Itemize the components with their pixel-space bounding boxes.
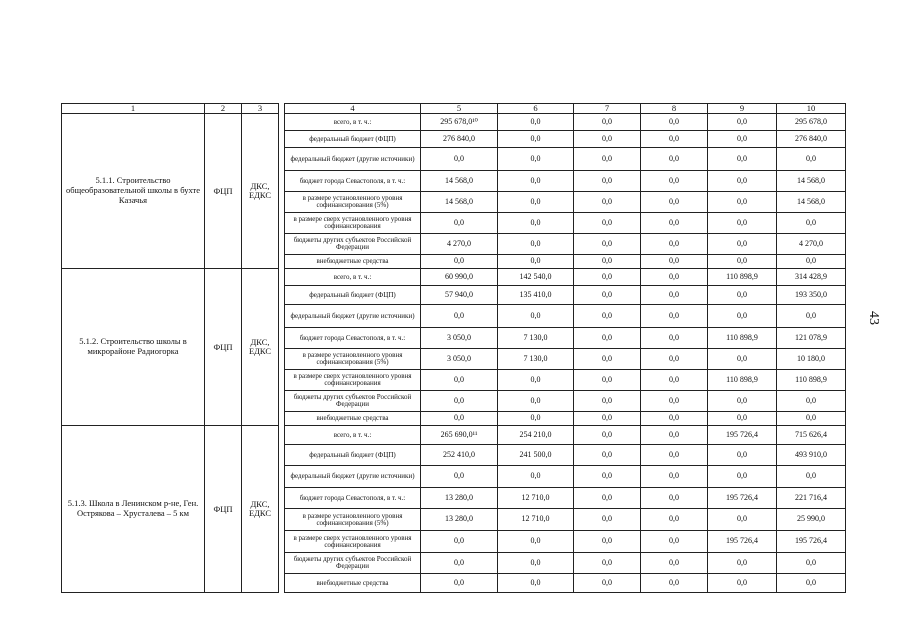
amount-cell: 0,0 bbox=[641, 286, 708, 305]
amount-cell: 25 990,0 bbox=[777, 509, 846, 531]
amount-cell: 0,0 bbox=[641, 445, 708, 466]
funding-source-cell: федеральный бюджет (ФЦП) bbox=[285, 445, 421, 466]
amount-cell: 195 726,4 bbox=[777, 531, 846, 553]
amount-cell: 0,0 bbox=[574, 305, 641, 328]
amount-cell: 57 940,0 bbox=[421, 286, 498, 305]
funding-source-cell: бюджеты других субъектов Российской Федерации bbox=[285, 553, 421, 574]
table-row bbox=[62, 269, 846, 286]
amount-cell: 4 270,0 bbox=[421, 234, 498, 255]
amount-cell: 0,0 bbox=[641, 349, 708, 370]
program-cell: ФЦП bbox=[205, 269, 242, 426]
amount-cell: 0,0 bbox=[641, 171, 708, 192]
amount-cell: 276 840,0 bbox=[421, 131, 498, 148]
amount-cell: 0,0 bbox=[708, 286, 777, 305]
amount-cell: 493 910,0 bbox=[777, 445, 846, 466]
amount-cell: 14 568,0 bbox=[777, 171, 846, 192]
amount-cell: 0,0 bbox=[421, 412, 498, 426]
funding-source-cell: всего, в т. ч.: bbox=[285, 426, 421, 445]
amount-cell: 0,0 bbox=[574, 553, 641, 574]
amount-cell: 0,0 bbox=[708, 192, 777, 213]
amount-cell: 0,0 bbox=[574, 574, 641, 593]
table-row bbox=[62, 114, 846, 131]
amount-cell: 0,0 bbox=[574, 488, 641, 509]
amount-cell: 0,0 bbox=[421, 370, 498, 391]
amount-cell: 276 840,0 bbox=[777, 131, 846, 148]
amount-cell: 0,0 bbox=[574, 412, 641, 426]
customer-cell: ДКС, ЕДКС bbox=[242, 269, 279, 426]
funding-source-cell: федеральный бюджет (ФЦП) bbox=[285, 286, 421, 305]
table-row bbox=[62, 426, 846, 445]
column-number: 4 bbox=[285, 104, 421, 114]
amount-cell: 0,0 bbox=[777, 391, 846, 412]
funding-source-cell: всего, в т. ч.: bbox=[285, 114, 421, 131]
column-number: 5 bbox=[421, 104, 498, 114]
amount-cell: 0,0 bbox=[641, 574, 708, 593]
amount-cell: 7 130,0 bbox=[498, 328, 574, 349]
amount-cell: 0,0 bbox=[708, 349, 777, 370]
amount-cell: 193 350,0 bbox=[777, 286, 846, 305]
amount-cell: 60 990,0 bbox=[421, 269, 498, 286]
amount-cell: 0,0 bbox=[641, 114, 708, 131]
amount-cell: 0,0 bbox=[498, 531, 574, 553]
amount-cell: 135 410,0 bbox=[498, 286, 574, 305]
funding-source-cell: внебюджетные средства bbox=[285, 412, 421, 426]
amount-cell: 0,0 bbox=[641, 213, 708, 234]
project-name-cell: 5.1.2. Строительство школы в микрорайоне Радиогорка bbox=[62, 269, 205, 426]
amount-cell: 0,0 bbox=[498, 391, 574, 412]
amount-cell: 0,0 bbox=[574, 426, 641, 445]
funding-source-cell: в размере сверх установленного уровня софинансирования bbox=[285, 370, 421, 391]
amount-cell: 265 690,0¹¹ bbox=[421, 426, 498, 445]
amount-cell: 0,0 bbox=[641, 488, 708, 509]
amount-cell: 0,0 bbox=[574, 509, 641, 531]
amount-cell: 0,0 bbox=[574, 391, 641, 412]
amount-cell: 0,0 bbox=[574, 171, 641, 192]
amount-cell: 0,0 bbox=[421, 574, 498, 593]
amount-cell: 0,0 bbox=[641, 466, 708, 488]
amount-cell: 0,0 bbox=[708, 509, 777, 531]
amount-cell: 0,0 bbox=[641, 426, 708, 445]
amount-cell: 195 726,4 bbox=[708, 426, 777, 445]
amount-cell: 0,0 bbox=[777, 255, 846, 269]
amount-cell: 0,0 bbox=[708, 574, 777, 593]
column-number: 6 bbox=[498, 104, 574, 114]
amount-cell: 0,0 bbox=[708, 131, 777, 148]
amount-cell: 0,0 bbox=[498, 466, 574, 488]
amount-cell: 0,0 bbox=[708, 553, 777, 574]
funding-source-cell: в размере установленного уровня софинансирования (5%) bbox=[285, 349, 421, 370]
amount-cell: 142 540,0 bbox=[498, 269, 574, 286]
amount-cell: 0,0 bbox=[641, 391, 708, 412]
customer-cell: ДКС, ЕДКС bbox=[242, 426, 279, 593]
amount-cell: 0,0 bbox=[641, 509, 708, 531]
amount-cell: 3 050,0 bbox=[421, 349, 498, 370]
amount-cell: 295 678,0 bbox=[777, 114, 846, 131]
amount-cell: 0,0 bbox=[498, 213, 574, 234]
funding-source-cell: бюджет города Севастополя, в т. ч.: bbox=[285, 171, 421, 192]
amount-cell: 0,0 bbox=[498, 114, 574, 131]
amount-cell: 110 898,9 bbox=[708, 328, 777, 349]
column-number: 1 bbox=[62, 104, 205, 114]
funding-source-cell: бюджеты других субъектов Российской Федерации bbox=[285, 234, 421, 255]
funding-table bbox=[61, 103, 846, 593]
amount-cell: 0,0 bbox=[641, 148, 708, 171]
funding-source-cell: в размере установленного уровня софинансирования (5%) bbox=[285, 509, 421, 531]
amount-cell: 0,0 bbox=[421, 391, 498, 412]
amount-cell: 0,0 bbox=[708, 234, 777, 255]
column-number: 3 bbox=[242, 104, 279, 114]
amount-cell: 13 280,0 bbox=[421, 488, 498, 509]
funding-source-cell: федеральный бюджет (другие источники) bbox=[285, 148, 421, 171]
amount-cell: 0,0 bbox=[777, 553, 846, 574]
amount-cell: 0,0 bbox=[641, 305, 708, 328]
amount-cell: 3 050,0 bbox=[421, 328, 498, 349]
amount-cell: 0,0 bbox=[777, 305, 846, 328]
amount-cell: 0,0 bbox=[498, 305, 574, 328]
amount-cell: 0,0 bbox=[574, 114, 641, 131]
funding-source-cell: бюджет города Севастополя, в т. ч.: bbox=[285, 488, 421, 509]
column-number: 10 bbox=[777, 104, 846, 114]
amount-cell: 0,0 bbox=[641, 553, 708, 574]
column-number: 2 bbox=[205, 104, 242, 114]
amount-cell: 0,0 bbox=[708, 148, 777, 171]
amount-cell: 14 568,0 bbox=[421, 192, 498, 213]
amount-cell: 0,0 bbox=[574, 445, 641, 466]
column-number: 9 bbox=[708, 104, 777, 114]
amount-cell: 0,0 bbox=[574, 466, 641, 488]
amount-cell: 0,0 bbox=[498, 255, 574, 269]
column-number-row bbox=[62, 104, 846, 114]
amount-cell: 0,0 bbox=[498, 412, 574, 426]
amount-cell: 0,0 bbox=[708, 171, 777, 192]
amount-cell: 0,0 bbox=[574, 370, 641, 391]
amount-cell: 0,0 bbox=[641, 269, 708, 286]
amount-cell: 0,0 bbox=[421, 213, 498, 234]
amount-cell: 0,0 bbox=[574, 349, 641, 370]
amount-cell: 0,0 bbox=[777, 574, 846, 593]
amount-cell: 0,0 bbox=[574, 531, 641, 553]
amount-cell: 12 710,0 bbox=[498, 509, 574, 531]
funding-source-cell: внебюджетные средства bbox=[285, 574, 421, 593]
amount-cell: 0,0 bbox=[708, 466, 777, 488]
amount-cell: 0,0 bbox=[777, 213, 846, 234]
amount-cell: 241 500,0 bbox=[498, 445, 574, 466]
amount-cell: 10 180,0 bbox=[777, 349, 846, 370]
amount-cell: 0,0 bbox=[777, 148, 846, 171]
funding-source-cell: всего, в т. ч.: bbox=[285, 269, 421, 286]
amount-cell: 0,0 bbox=[574, 213, 641, 234]
amount-cell: 0,0 bbox=[498, 131, 574, 148]
amount-cell: 0,0 bbox=[641, 192, 708, 213]
amount-cell: 0,0 bbox=[421, 255, 498, 269]
amount-cell: 314 428,9 bbox=[777, 269, 846, 286]
amount-cell: 0,0 bbox=[641, 328, 708, 349]
amount-cell: 0,0 bbox=[498, 370, 574, 391]
amount-cell: 0,0 bbox=[641, 531, 708, 553]
amount-cell: 0,0 bbox=[708, 445, 777, 466]
funding-source-cell: федеральный бюджет (другие источники) bbox=[285, 305, 421, 328]
amount-cell: 0,0 bbox=[421, 531, 498, 553]
amount-cell: 0,0 bbox=[641, 412, 708, 426]
amount-cell: 0,0 bbox=[421, 305, 498, 328]
amount-cell: 221 716,4 bbox=[777, 488, 846, 509]
customer-cell: ДКС, ЕДКС bbox=[242, 114, 279, 269]
amount-cell: 0,0 bbox=[641, 131, 708, 148]
column-number: 7 bbox=[574, 104, 641, 114]
funding-source-cell: в размере сверх установленного уровня софинансирования bbox=[285, 213, 421, 234]
amount-cell: 0,0 bbox=[574, 286, 641, 305]
funding-source-cell: бюджет города Севастополя, в т. ч.: bbox=[285, 328, 421, 349]
amount-cell: 13 280,0 bbox=[421, 509, 498, 531]
amount-cell: 0,0 bbox=[574, 148, 641, 171]
amount-cell: 0,0 bbox=[574, 328, 641, 349]
amount-cell: 0,0 bbox=[574, 269, 641, 286]
amount-cell: 0,0 bbox=[574, 255, 641, 269]
amount-cell: 0,0 bbox=[641, 234, 708, 255]
amount-cell: 0,0 bbox=[574, 192, 641, 213]
funding-source-cell: бюджеты других субъектов Российской Федерации bbox=[285, 391, 421, 412]
funding-source-cell: внебюджетные средства bbox=[285, 255, 421, 269]
column-number: 8 bbox=[641, 104, 708, 114]
amount-cell: 0,0 bbox=[777, 412, 846, 426]
amount-cell: 0,0 bbox=[708, 213, 777, 234]
amount-cell: 0,0 bbox=[498, 574, 574, 593]
amount-cell: 0,0 bbox=[708, 412, 777, 426]
amount-cell: 254 210,0 bbox=[498, 426, 574, 445]
amount-cell: 0,0 bbox=[574, 234, 641, 255]
amount-cell: 12 710,0 bbox=[498, 488, 574, 509]
amount-cell: 195 726,4 bbox=[708, 531, 777, 553]
amount-cell: 252 410,0 bbox=[421, 445, 498, 466]
amount-cell: 0,0 bbox=[777, 466, 846, 488]
amount-cell: 0,0 bbox=[498, 553, 574, 574]
page-number: 43 bbox=[866, 311, 881, 325]
amount-cell: 295 678,0¹⁰ bbox=[421, 114, 498, 131]
project-name-cell: 5.1.3. Школа в Ленинском р-не, Ген. Острякова – Хрусталева – 5 км bbox=[62, 426, 205, 593]
program-cell: ФЦП bbox=[205, 114, 242, 269]
amount-cell: 0,0 bbox=[498, 234, 574, 255]
program-cell: ФЦП bbox=[205, 426, 242, 593]
amount-cell: 0,0 bbox=[574, 131, 641, 148]
amount-cell: 0,0 bbox=[641, 255, 708, 269]
amount-cell: 0,0 bbox=[498, 192, 574, 213]
amount-cell: 110 898,9 bbox=[777, 370, 846, 391]
project-name-cell: 5.1.1. Строительство общеобразовательной школы в бухте Казачья bbox=[62, 114, 205, 269]
amount-cell: 0,0 bbox=[498, 171, 574, 192]
amount-cell: 14 568,0 bbox=[777, 192, 846, 213]
amount-cell: 7 130,0 bbox=[498, 349, 574, 370]
amount-cell: 0,0 bbox=[708, 305, 777, 328]
funding-source-cell: федеральный бюджет (ФЦП) bbox=[285, 131, 421, 148]
amount-cell: 0,0 bbox=[498, 148, 574, 171]
amount-cell: 0,0 bbox=[421, 148, 498, 171]
amount-cell: 14 568,0 bbox=[421, 171, 498, 192]
funding-source-cell: в размере установленного уровня софинансирования (5%) bbox=[285, 192, 421, 213]
amount-cell: 110 898,9 bbox=[708, 269, 777, 286]
amount-cell: 110 898,9 bbox=[708, 370, 777, 391]
amount-cell: 0,0 bbox=[421, 553, 498, 574]
amount-cell: 195 726,4 bbox=[708, 488, 777, 509]
amount-cell: 0,0 bbox=[421, 466, 498, 488]
amount-cell: 121 078,9 bbox=[777, 328, 846, 349]
amount-cell: 4 270,0 bbox=[777, 234, 846, 255]
amount-cell: 715 626,4 bbox=[777, 426, 846, 445]
amount-cell: 0,0 bbox=[708, 114, 777, 131]
amount-cell: 0,0 bbox=[708, 255, 777, 269]
amount-cell: 0,0 bbox=[641, 370, 708, 391]
amount-cell: 0,0 bbox=[708, 391, 777, 412]
funding-source-cell: в размере сверх установленного уровня софинансирования bbox=[285, 531, 421, 553]
funding-source-cell: федеральный бюджет (другие источники) bbox=[285, 466, 421, 488]
